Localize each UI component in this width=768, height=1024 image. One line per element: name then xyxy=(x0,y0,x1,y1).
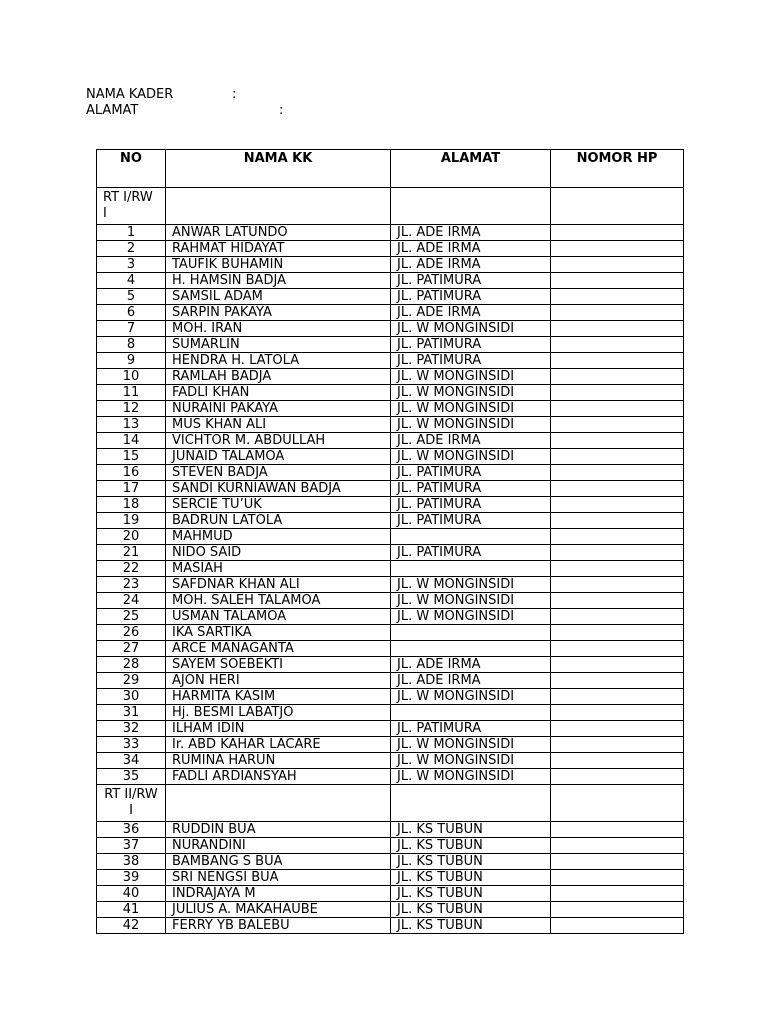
table-row xyxy=(97,609,684,625)
cell-no: 31 xyxy=(97,705,166,721)
kk-table xyxy=(96,149,684,934)
cell-nama-kk: H. HAMSIN BADJA xyxy=(166,273,391,289)
cell-nomor-hp xyxy=(551,577,684,593)
cell-alamat: JL. KS TUBUN xyxy=(391,902,551,918)
cell-nama-kk: AJON HERI xyxy=(166,673,391,689)
cell-nama-kk: BAMBANG S BUA xyxy=(166,854,391,870)
cell-alamat: JL. PATIMURA xyxy=(391,465,551,481)
table-row xyxy=(97,401,684,417)
table-row xyxy=(97,273,684,289)
cell-nama-kk: SANDI KURNIAWAN BADJA xyxy=(166,481,391,497)
cell-nama-kk: BADRUN LATOLA xyxy=(166,513,391,529)
table-row xyxy=(97,513,684,529)
cell-no: 9 xyxy=(97,353,166,369)
cell-no: 27 xyxy=(97,641,166,657)
cell-nama-kk: HENDRA H. LATOLA xyxy=(166,353,391,369)
cell-nama-kk: HARMITA KASIM xyxy=(166,689,391,705)
cell-no: 4 xyxy=(97,273,166,289)
cell-alamat: JL. W MONGINSIDI xyxy=(391,577,551,593)
table-row xyxy=(97,641,684,657)
cell-nama-kk: SERCIE TU’UK xyxy=(166,497,391,513)
table-row xyxy=(97,673,684,689)
cell-alamat: JL. KS TUBUN xyxy=(391,870,551,886)
cell-nomor-hp xyxy=(551,481,684,497)
cell-alamat: JL. ADE IRMA xyxy=(391,257,551,273)
cell-no: 12 xyxy=(97,401,166,417)
cell-no: 18 xyxy=(97,497,166,513)
cell-nama-kk: FERRY YB BALEBU xyxy=(166,918,391,934)
cell-alamat xyxy=(391,705,551,721)
cell-alamat: JL. PATIMURA xyxy=(391,481,551,497)
cell-nama-kk: SAMSIL ADAM xyxy=(166,289,391,305)
cell-nama-kk: MUS KHAN ALI xyxy=(166,417,391,433)
cell-nomor-hp xyxy=(551,918,684,934)
cell-alamat: JL. W MONGINSIDI xyxy=(391,401,551,417)
table-row xyxy=(97,417,684,433)
table-row xyxy=(97,337,684,353)
cell-alamat: JL. PATIMURA xyxy=(391,721,551,737)
table-row xyxy=(97,385,684,401)
cell-nomor-hp xyxy=(551,593,684,609)
cell-nama-kk: SRI NENGSI BUA xyxy=(166,870,391,886)
section-row xyxy=(97,188,684,225)
cell-nomor-hp xyxy=(551,529,684,545)
cell-alamat: JL. KS TUBUN xyxy=(391,822,551,838)
cell-no: 28 xyxy=(97,657,166,673)
cell-no: 23 xyxy=(97,577,166,593)
table-row xyxy=(97,902,684,918)
cell-nama-kk: ILHAM IDIN xyxy=(166,721,391,737)
cell-nama-kk: RUMINA HARUN xyxy=(166,753,391,769)
table-row xyxy=(97,529,684,545)
cell-alamat: JL. KS TUBUN xyxy=(391,838,551,854)
alamat-label: ALAMAT xyxy=(86,103,139,118)
cell-no: 34 xyxy=(97,753,166,769)
cell-nomor-hp xyxy=(551,870,684,886)
cell-no: 10 xyxy=(97,369,166,385)
cell-alamat: JL. W MONGINSIDI xyxy=(391,753,551,769)
table-row xyxy=(97,545,684,561)
cell-no: 21 xyxy=(97,545,166,561)
cell-alamat xyxy=(391,561,551,577)
cell-nomor-hp xyxy=(551,465,684,481)
cell-alamat: JL. PATIMURA xyxy=(391,337,551,353)
cell-nama-kk: TAUFIK BUHAMIN xyxy=(166,257,391,273)
cell-alamat xyxy=(391,529,551,545)
cell-nama-kk: NIDO SAID xyxy=(166,545,391,561)
cell-nama-kk: FADLI KHAN xyxy=(166,385,391,401)
cell-alamat: JL. PATIMURA xyxy=(391,273,551,289)
table-row xyxy=(97,481,684,497)
cell-nomor-hp xyxy=(551,854,684,870)
cell-nomor-hp xyxy=(551,417,684,433)
section-label: RT II/RW I xyxy=(97,785,166,822)
cell-no: 39 xyxy=(97,870,166,886)
cell-no: 14 xyxy=(97,433,166,449)
nama-kader-line xyxy=(86,87,237,103)
cell-nomor-hp xyxy=(551,657,684,673)
cell-alamat: JL. W MONGINSIDI xyxy=(391,737,551,753)
empty-cell xyxy=(391,785,551,822)
table-body xyxy=(97,188,684,934)
cell-alamat: JL. PATIMURA xyxy=(391,545,551,561)
cell-no: 42 xyxy=(97,918,166,934)
cell-alamat: JL. PATIMURA xyxy=(391,353,551,369)
cell-nomor-hp xyxy=(551,513,684,529)
cell-nama-kk: NURAINI PAKAYA xyxy=(166,401,391,417)
table-row xyxy=(97,321,684,337)
table-row xyxy=(97,353,684,369)
cell-alamat: JL. KS TUBUN xyxy=(391,918,551,934)
table-row xyxy=(97,886,684,902)
table-row xyxy=(97,705,684,721)
empty-cell xyxy=(166,785,391,822)
cell-nomor-hp xyxy=(551,822,684,838)
cell-no: 8 xyxy=(97,337,166,353)
cell-alamat: JL. W MONGINSIDI xyxy=(391,769,551,785)
cell-no: 13 xyxy=(97,417,166,433)
cell-nomor-hp xyxy=(551,641,684,657)
cell-nama-kk: RUDDIN BUA xyxy=(166,822,391,838)
cell-nomor-hp xyxy=(551,321,684,337)
cell-nomor-hp xyxy=(551,673,684,689)
cell-alamat: JL. W MONGINSIDI xyxy=(391,321,551,337)
table-row xyxy=(97,854,684,870)
cell-alamat: JL. W MONGINSIDI xyxy=(391,609,551,625)
table-row xyxy=(97,870,684,886)
empty-cell xyxy=(551,188,684,225)
cell-nomor-hp xyxy=(551,902,684,918)
table-row xyxy=(97,918,684,934)
cell-alamat: JL. W MONGINSIDI xyxy=(391,369,551,385)
empty-cell xyxy=(166,188,391,225)
cell-nomor-hp xyxy=(551,721,684,737)
cell-no: 32 xyxy=(97,721,166,737)
cell-nomor-hp xyxy=(551,625,684,641)
cell-alamat: JL. ADE IRMA xyxy=(391,433,551,449)
cell-no: 41 xyxy=(97,902,166,918)
table-row xyxy=(97,449,684,465)
table-row xyxy=(97,737,684,753)
cell-alamat xyxy=(391,625,551,641)
cell-nomor-hp xyxy=(551,737,684,753)
cell-nama-kk: Hj. BESMI LABATJO xyxy=(166,705,391,721)
cell-no: 22 xyxy=(97,561,166,577)
cell-no: 17 xyxy=(97,481,166,497)
table-row xyxy=(97,561,684,577)
cell-nama-kk: NURANDINI xyxy=(166,838,391,854)
cell-nomor-hp xyxy=(551,497,684,513)
cell-nomor-hp xyxy=(551,838,684,854)
nama-kader-colon: : xyxy=(232,87,237,102)
cell-alamat xyxy=(391,641,551,657)
cell-alamat: JL. ADE IRMA xyxy=(391,241,551,257)
cell-nomor-hp xyxy=(551,449,684,465)
table-row xyxy=(97,689,684,705)
cell-no: 16 xyxy=(97,465,166,481)
cell-no: 24 xyxy=(97,593,166,609)
nama-kader-label: NAMA KADER xyxy=(86,87,174,102)
table-row xyxy=(97,225,684,241)
cell-nama-kk: Ir. ABD KAHAR LACARE xyxy=(166,737,391,753)
cell-alamat: JL. PATIMURA xyxy=(391,497,551,513)
cell-alamat: JL. KS TUBUN xyxy=(391,886,551,902)
col-header-nomor-hp: NOMOR HP xyxy=(551,150,684,188)
empty-cell xyxy=(391,188,551,225)
section-row xyxy=(97,785,684,822)
cell-no: 38 xyxy=(97,854,166,870)
cell-nomor-hp xyxy=(551,401,684,417)
cell-alamat: JL. W MONGINSIDI xyxy=(391,417,551,433)
cell-nama-kk: JUNAID TALAMOA xyxy=(166,449,391,465)
cell-no: 26 xyxy=(97,625,166,641)
cell-no: 36 xyxy=(97,822,166,838)
table-row xyxy=(97,625,684,641)
cell-nama-kk: MOH. IRAN xyxy=(166,321,391,337)
cell-nama-kk: MAHMUD xyxy=(166,529,391,545)
cell-no: 2 xyxy=(97,241,166,257)
table-row xyxy=(97,721,684,737)
cell-nomor-hp xyxy=(551,433,684,449)
col-header-nama-kk: NAMA KK xyxy=(166,150,391,188)
cell-nama-kk: JULIUS A. MAKAHAUBE xyxy=(166,902,391,918)
cell-nama-kk: ANWAR LATUNDO xyxy=(166,225,391,241)
cell-nama-kk: INDRAJAYA M xyxy=(166,886,391,902)
cell-no: 30 xyxy=(97,689,166,705)
cell-no: 40 xyxy=(97,886,166,902)
cell-alamat: JL. PATIMURA xyxy=(391,513,551,529)
cell-no: 29 xyxy=(97,673,166,689)
cell-alamat: JL. ADE IRMA xyxy=(391,673,551,689)
cell-nama-kk: SAYEM SOEBEKTI xyxy=(166,657,391,673)
table-header-row xyxy=(97,150,684,188)
cell-nama-kk: RAHMAT HIDAYAT xyxy=(166,241,391,257)
cell-nomor-hp xyxy=(551,886,684,902)
cell-alamat: JL. W MONGINSIDI xyxy=(391,385,551,401)
cell-no: 1 xyxy=(97,225,166,241)
cell-nama-kk: MOH. SALEH TALAMOA xyxy=(166,593,391,609)
cell-no: 5 xyxy=(97,289,166,305)
section-label: RT I/RW I xyxy=(97,188,166,225)
cell-no: 3 xyxy=(97,257,166,273)
cell-nomor-hp xyxy=(551,385,684,401)
cell-nama-kk: SUMARLIN xyxy=(166,337,391,353)
cell-nomor-hp xyxy=(551,769,684,785)
cell-nomor-hp xyxy=(551,609,684,625)
table-row xyxy=(97,577,684,593)
col-header-no: NO xyxy=(97,150,166,188)
table-row xyxy=(97,769,684,785)
cell-no: 6 xyxy=(97,305,166,321)
table-row xyxy=(97,241,684,257)
table-row xyxy=(97,497,684,513)
cell-nama-kk: RAMLAH BADJA xyxy=(166,369,391,385)
table-row xyxy=(97,753,684,769)
cell-nomor-hp xyxy=(551,561,684,577)
cell-nomor-hp xyxy=(551,369,684,385)
col-header-alamat: ALAMAT xyxy=(391,150,551,188)
empty-cell xyxy=(551,785,684,822)
cell-nomor-hp xyxy=(551,689,684,705)
cell-nama-kk: USMAN TALAMOA xyxy=(166,609,391,625)
cell-alamat: JL. W MONGINSIDI xyxy=(391,449,551,465)
table-row xyxy=(97,838,684,854)
cell-no: 35 xyxy=(97,769,166,785)
cell-no: 25 xyxy=(97,609,166,625)
table-row xyxy=(97,465,684,481)
table-row xyxy=(97,657,684,673)
cell-alamat: JL. KS TUBUN xyxy=(391,854,551,870)
cell-no: 11 xyxy=(97,385,166,401)
cell-no: 37 xyxy=(97,838,166,854)
cell-nomor-hp xyxy=(551,545,684,561)
cell-no: 20 xyxy=(97,529,166,545)
cell-nomor-hp xyxy=(551,289,684,305)
cell-nama-kk: ARCE MANAGANTA xyxy=(166,641,391,657)
cell-nomor-hp xyxy=(551,337,684,353)
cell-nomor-hp xyxy=(551,241,684,257)
cell-nomor-hp xyxy=(551,705,684,721)
table-row xyxy=(97,305,684,321)
cell-nomor-hp xyxy=(551,753,684,769)
cell-nomor-hp xyxy=(551,353,684,369)
cell-nama-kk: SAFDNAR KHAN ALI xyxy=(166,577,391,593)
cell-no: 15 xyxy=(97,449,166,465)
cell-alamat: JL. PATIMURA xyxy=(391,289,551,305)
cell-no: 33 xyxy=(97,737,166,753)
table-row xyxy=(97,257,684,273)
cell-alamat: JL. W MONGINSIDI xyxy=(391,593,551,609)
table-row xyxy=(97,822,684,838)
cell-nama-kk: STEVEN BADJA xyxy=(166,465,391,481)
alamat-line xyxy=(86,103,284,119)
cell-nomor-hp xyxy=(551,257,684,273)
cell-nomor-hp xyxy=(551,273,684,289)
cell-nama-kk: VICHTOR M. ABDULLAH xyxy=(166,433,391,449)
table-row xyxy=(97,433,684,449)
cell-no: 19 xyxy=(97,513,166,529)
cell-alamat: JL. ADE IRMA xyxy=(391,305,551,321)
cell-nama-kk: FADLI ARDIANSYAH xyxy=(166,769,391,785)
cell-nomor-hp xyxy=(551,305,684,321)
cell-alamat: JL. W MONGINSIDI xyxy=(391,689,551,705)
table-row xyxy=(97,593,684,609)
cell-alamat: JL. ADE IRMA xyxy=(391,225,551,241)
table-row xyxy=(97,369,684,385)
cell-nama-kk: IKA SARTIKA xyxy=(166,625,391,641)
cell-nomor-hp xyxy=(551,225,684,241)
cell-nama-kk: MASIAH xyxy=(166,561,391,577)
cell-nama-kk: SARPIN PAKAYA xyxy=(166,305,391,321)
alamat-colon: : xyxy=(279,103,284,118)
cell-no: 7 xyxy=(97,321,166,337)
table-row xyxy=(97,289,684,305)
cell-alamat: JL. ADE IRMA xyxy=(391,657,551,673)
